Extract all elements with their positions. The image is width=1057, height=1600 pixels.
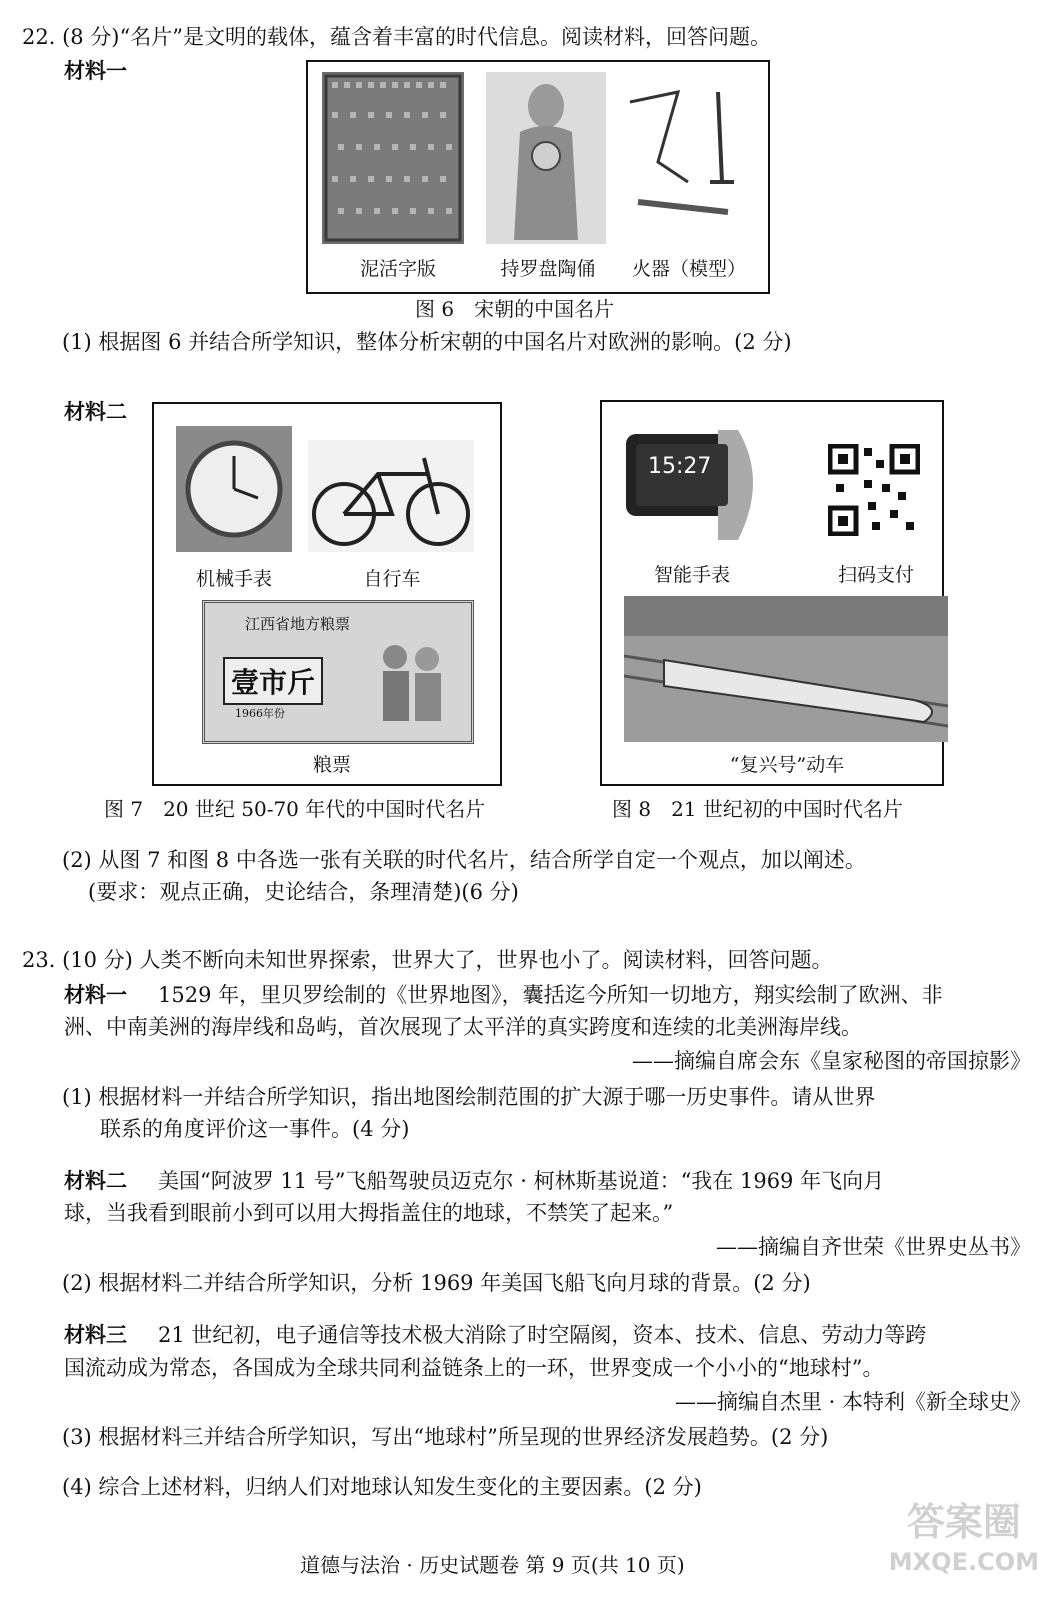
q23-material2-line1: 美国“阿波罗 11 号”飞船驾驶员迈克尔 · 柯林斯基说道：“我在 1969 年飞向月: [158, 1169, 885, 1193]
q23-material1-label: 材料一: [64, 982, 127, 1007]
firearm-model-image: [618, 72, 754, 244]
q22-material2-label: 材料二: [64, 399, 127, 424]
qr-code-pattern: [828, 444, 920, 536]
figure-7: [152, 402, 502, 786]
q23-question-1-line1: (1) 根据材料一并结合所学知识，指出地图绘制范围的扩大源于哪一历史事件。请从世界: [62, 1085, 876, 1109]
figure-6: [306, 60, 770, 294]
fig8-item-label: 智能手表: [653, 564, 730, 586]
q23-question-4: (4) 综合上述材料，归纳人们对地球认知发生变化的主要因素。(2 分): [62, 1475, 702, 1499]
q23-question-1-line2: 联系的角度评价这一事件。(4 分): [100, 1117, 410, 1141]
q23-material2-source: ——摘编自齐世荣《世界史丛书》: [716, 1235, 1031, 1259]
figurine-shape: [486, 72, 606, 244]
ticket-value: 壹市斤: [223, 657, 323, 705]
fig8-item-label: 扫码支付: [837, 564, 914, 586]
clay-type-image: [322, 72, 464, 244]
watch-face: [176, 426, 292, 552]
grain-ticket-image: [202, 600, 474, 744]
fig7-caption: 图 7 20 世纪 50-70 年代的中国时代名片: [104, 797, 486, 821]
firearm-sketch: [618, 72, 754, 244]
q22-question-1: (1) 根据图 6 并结合所学知识，整体分析宋朝的中国名片对欧洲的影响。(2 分): [62, 330, 792, 354]
qr-code-image: [828, 444, 920, 536]
q23-material3-source: ——摘编自杰里 · 本特利《新全球史》: [674, 1390, 1031, 1414]
fuxing-train-image: [624, 596, 948, 742]
fig6-item-label: 持罗盘陶俑: [500, 258, 596, 280]
smart-watch-time: 15:27: [648, 454, 712, 479]
watermark-logo: [889, 1502, 1039, 1582]
compass-figurine-image: [486, 72, 606, 244]
bicycle-shape: [308, 440, 474, 552]
smart-watch-shape: [618, 420, 770, 554]
q23-material1-line1: 1529 年，里贝罗绘制的《世界地图》，囊括迄今所知一切地方，翔实绘制了欧洲、非: [158, 983, 943, 1007]
fig7-item-label: 自行车: [363, 568, 421, 590]
ticket-year: 1966年份: [235, 707, 285, 720]
ticket-title: 江西省地方粮票: [245, 615, 351, 633]
q22-material1-label: 材料一: [64, 58, 127, 83]
watermark-line2: MXQE.COM: [888, 1548, 1039, 1576]
clay-type-grid: [322, 72, 464, 244]
q23-question-2: (2) 根据材料二并结合所学知识，分析 1969 年美国飞船飞向月球的背景。(2 分): [62, 1271, 811, 1295]
train-shape: [624, 596, 948, 742]
q22-question-2-line2: (要求：观点正确，史论结合，条理清楚)(6 分): [88, 880, 519, 904]
q23-material3-line1: 21 世纪初，电子通信等技术极大消除了时空隔阂，资本、技术、信息、劳动力等跨: [158, 1323, 927, 1347]
q22-question-2-line1: (2) 从图 7 和图 8 中各选一张有关联的时代名片，结合所学自定一个观点，加以阐述。: [62, 848, 866, 872]
fig6-item-label: 火器（模型）: [631, 258, 746, 280]
q23-material3-label: 材料三: [64, 1322, 127, 1347]
page-footer: 道德与法治 · 历史试题卷 第 9 页(共 10 页): [300, 1553, 685, 1577]
fig8-item-label: “复兴号”动车: [729, 754, 845, 776]
fig8-caption: 图 8 21 世纪初的中国时代名片: [612, 797, 903, 821]
smart-watch-image: [618, 420, 770, 554]
q23-material2-label: 材料二: [64, 1168, 127, 1193]
q22-title: 22. (8 分)“名片”是文明的载体，蕴含着丰富的时代信息。阅读材料，回答问题。: [22, 25, 771, 49]
q23-question-3: (3) 根据材料三并结合所学知识，写出“地球村”所呈现的世界经济发展趋势。(2 分): [62, 1425, 829, 1449]
bicycle-image: [308, 440, 474, 552]
ticket-figures: [365, 633, 455, 733]
q23-title: 23. (10 分) 人类不断向未知世界探索，世界大了，世界也小了。阅读材料，回答问题。: [22, 948, 833, 972]
mechanical-watch-image: [176, 426, 292, 552]
q23-material3-line2: 国流动成为常态，各国成为全球共同利益链条上的一环，世界变成一个小小的“地球村”。: [64, 1356, 884, 1380]
q23-material1-line2: 洲、中南美洲的海岸线和岛屿，首次展现了太平洋的真实跨度和连续的北美洲海岸线。: [64, 1015, 862, 1039]
figure-8: [600, 400, 944, 786]
fig7-item-label: 粮票: [312, 754, 351, 776]
fig6-item-label: 泥活字版: [359, 258, 436, 280]
fig6-caption: 图 6 宋朝的中国名片: [415, 297, 615, 321]
fig7-item-label: 机械手表: [195, 568, 272, 590]
watermark-line1: 答案圈: [906, 1500, 1021, 1544]
q23-material1-source: ——摘编自席会东《皇家秘图的帝国掠影》: [632, 1049, 1031, 1073]
q23-material2-line2: 球，当我看到眼前小到可以用大拇指盖住的地球，不禁笑了起来。”: [64, 1201, 674, 1225]
